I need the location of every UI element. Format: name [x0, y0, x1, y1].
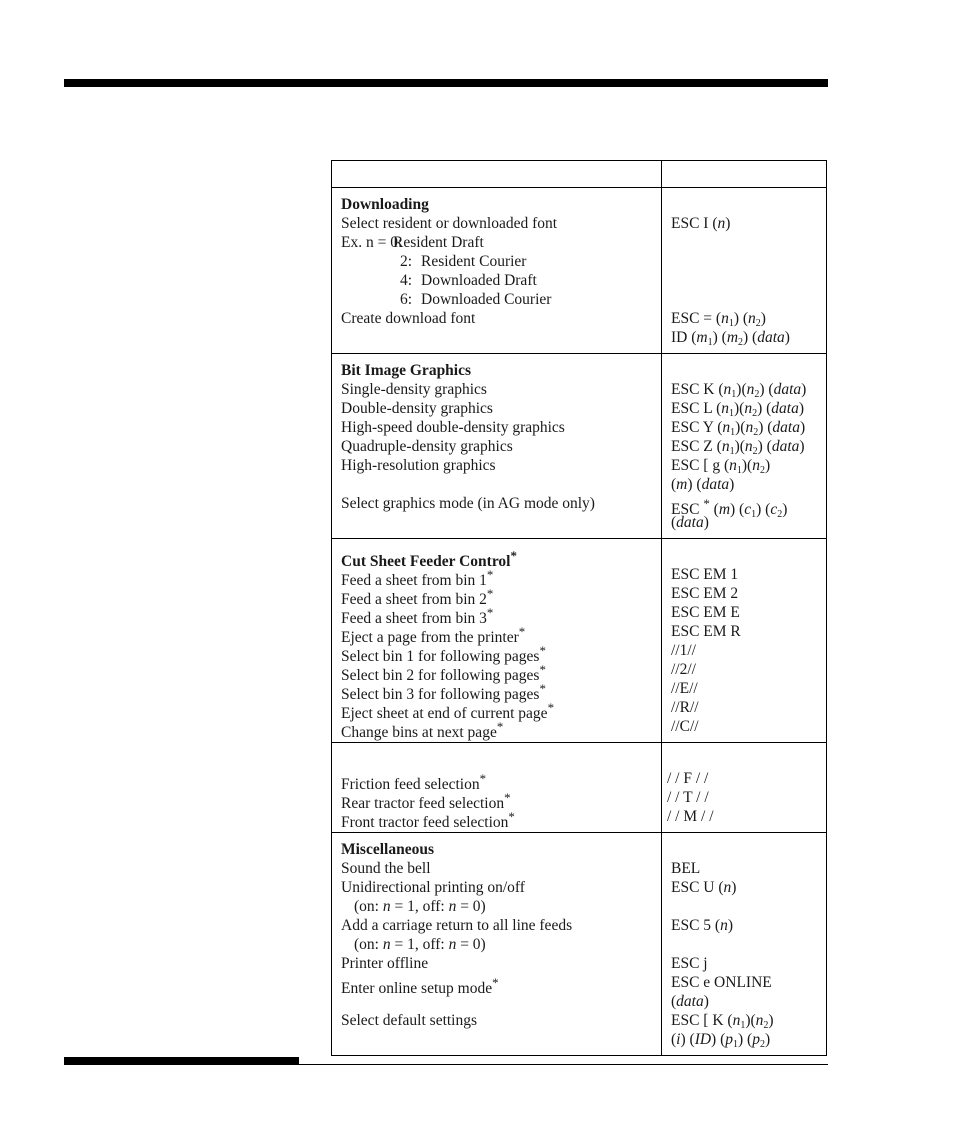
command-code: ESC Z $(n_1)(n_2)$ (data)	[671, 438, 805, 457]
function-cell	[332, 188, 662, 354]
example-line	[341, 252, 661, 271]
function-text: Front tractor feed selection*	[341, 809, 515, 832]
command-code	[671, 935, 826, 954]
bottom-rule-thin	[64, 1064, 828, 1065]
function-text	[341, 1030, 661, 1049]
section-title: Downloading	[341, 196, 429, 213]
command-code: ESC = $(n_1)$ $(n_2)$	[671, 310, 766, 329]
function-text: High-resolution graphics	[341, 457, 496, 474]
function-header	[332, 161, 662, 188]
function-text: Select bin 1 for following pages*	[341, 643, 546, 666]
top-rule	[64, 79, 828, 87]
command-code: (data)	[671, 993, 709, 1010]
command-code: ESC EM E	[671, 604, 740, 621]
command-code: ESC K $(n_1)(n_2)$ (data)	[671, 381, 807, 400]
function-text: Select graphics mode (in AG mode only)	[341, 495, 595, 512]
function-text: Select default settings	[341, 1012, 478, 1029]
command-code: ESC [ g $(n_1)(n_2)$	[671, 457, 771, 476]
section-paper-feed	[332, 743, 827, 833]
command-code: ESC 5 (n)	[671, 917, 734, 934]
example-value: Downloaded Courier	[421, 291, 552, 308]
function-note: (on: n = 1, off: n = 0)	[354, 898, 486, 915]
function-text	[341, 513, 661, 532]
function-text: Single-density graphics	[341, 381, 487, 398]
command-code: ESC * (m) $(c_1)$ $(c_2)$	[671, 496, 788, 521]
spacer	[671, 546, 826, 565]
function-cell	[332, 354, 662, 539]
function-text: Quadruple-density graphics	[341, 438, 513, 455]
command-code: ESC e ONLINE	[671, 974, 772, 991]
function-cell	[332, 833, 662, 1056]
command-code: / / F / /	[667, 770, 709, 787]
function-text: Printer offline	[341, 955, 429, 972]
function-text: Sound the bell	[341, 860, 431, 877]
command-cell	[662, 743, 827, 833]
command-code: ESC I (n)	[671, 215, 731, 232]
command-cell	[662, 539, 827, 743]
command-code: (i) (ID) $(p_1)$ $(p_2)$	[671, 1031, 771, 1050]
example-number: 4:	[399, 272, 412, 289]
command-code: //1//	[671, 642, 696, 659]
section-cut-sheet-feeder	[332, 539, 827, 743]
function-text: Select bin 2 for following pages*	[341, 662, 546, 685]
example-number: 6:	[399, 291, 412, 308]
function-text: Select bin 3 for following pages*	[341, 681, 546, 704]
example-value: Resident Courier	[421, 253, 527, 270]
table-header-row	[332, 161, 827, 188]
command-code	[671, 290, 826, 309]
command-code: ESC j	[671, 955, 708, 972]
command-table	[331, 160, 827, 1056]
command-code: //C//	[671, 718, 699, 735]
function-text: Friction feed selection*	[341, 771, 487, 794]
command-code: ESC U (n)	[671, 879, 737, 896]
function-text	[341, 475, 661, 494]
command-code: ESC EM 1	[671, 566, 739, 583]
section-bit-image-graphics	[332, 354, 827, 539]
example-line	[341, 271, 661, 290]
function-text: High-speed double-density graphics	[341, 419, 565, 436]
command-cell	[662, 354, 827, 539]
example-line	[341, 290, 661, 309]
command-code: //2//	[671, 661, 696, 678]
command-code: (m) (data)	[671, 476, 735, 493]
command-code	[671, 897, 826, 916]
command-code: / / M / /	[667, 808, 714, 825]
spacer	[671, 750, 826, 769]
section-miscellaneous	[332, 833, 827, 1056]
example-line	[341, 233, 661, 252]
command-header	[662, 161, 827, 188]
function-text: Eject sheet at end of current page*	[341, 700, 555, 723]
example-number: 2:	[399, 253, 412, 270]
section-title: Miscellaneous	[341, 841, 434, 858]
function-text: Create download font	[341, 310, 476, 327]
command-code	[671, 271, 826, 290]
example-label: Ex. n = 0:	[341, 234, 403, 251]
command-code: ESC [ K $(n_1)(n_2)$	[671, 1012, 774, 1031]
section-downloading	[332, 188, 827, 354]
command-code: (data)	[671, 514, 709, 531]
section-title	[341, 750, 661, 769]
section-title: Bit Image Graphics	[341, 362, 472, 379]
command-code: ESC Y $(n_1)(n_2)$ (data)	[671, 419, 806, 438]
function-text: Select resident or downloaded font	[341, 215, 558, 232]
command-code: //R//	[671, 699, 699, 716]
function-text	[341, 328, 661, 347]
example-value: Resident Draft	[393, 234, 484, 251]
command-code: //E//	[671, 680, 698, 697]
spacer	[671, 195, 826, 214]
function-text: Double-density graphics	[341, 400, 493, 417]
command-code: ESC EM R	[671, 623, 741, 640]
command-code	[671, 233, 826, 252]
command-cell	[662, 833, 827, 1056]
section-title: Cut Sheet Feeder Control*	[341, 548, 517, 571]
function-text: Feed a sheet from bin 1*	[341, 567, 494, 590]
command-code	[671, 252, 826, 271]
command-code: ESC EM 2	[671, 585, 739, 602]
command-code: / / T / /	[667, 789, 709, 806]
example-value: Downloaded Draft	[421, 272, 537, 289]
command-code: ID $(m_1)$ $(m_2)$ (data)	[671, 329, 790, 348]
spacer	[671, 361, 826, 380]
command-code: BEL	[671, 860, 701, 877]
function-cell	[332, 539, 662, 743]
function-cell	[332, 743, 662, 833]
function-text: Eject a page from the printer*	[341, 624, 526, 647]
function-note: (on: n = 1, off: n = 0)	[354, 936, 486, 953]
spacer	[671, 840, 826, 859]
function-text: Enter online setup mode*	[341, 975, 499, 998]
command-cell	[662, 188, 827, 354]
function-text: Add a carriage return to all line feeds	[341, 917, 573, 934]
function-text: Feed a sheet from bin 3*	[341, 605, 494, 628]
command-code: ESC L $(n_1)(n_2)$ (data)	[671, 400, 804, 419]
function-text: Feed a sheet from bin 2*	[341, 586, 494, 609]
function-text: Unidirectional printing on/off	[341, 879, 525, 896]
function-text: Rear tractor feed selection*	[341, 790, 511, 813]
function-text: Change bins at next page*	[341, 719, 504, 742]
